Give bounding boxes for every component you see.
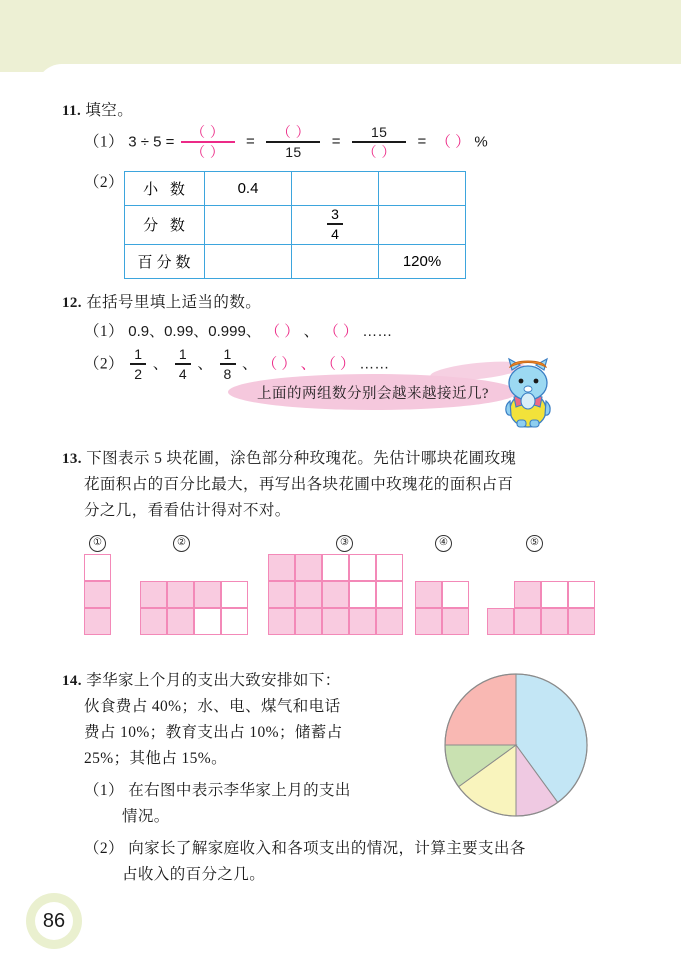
decimal-fraction-percent-table (124, 171, 466, 279)
table-fraction-bar (327, 223, 343, 225)
question-11-title: 填空。 (85, 102, 134, 119)
q12-fraction-eighth-denominator: 8 (223, 365, 232, 382)
table-fraction-three-quarters (327, 206, 343, 242)
grid-cell-shaded (322, 581, 349, 608)
grid-cell-shaded (322, 608, 349, 635)
flowerbed-grid-2 (140, 581, 248, 635)
question-14-line-2: 伙食费占 40%；水、电、煤气和电话 (84, 698, 341, 715)
figure-2-label (173, 534, 190, 552)
pie-slice-储蓄 (445, 674, 516, 745)
grid-cell-shaded (295, 554, 322, 581)
grid-cell-shaded (295, 581, 322, 608)
cell-percent-2[interactable] (292, 244, 379, 278)
grid-cell-shaded (541, 608, 568, 635)
q11-fraction-2-bar (266, 141, 320, 143)
grid-cell-shaded (140, 608, 167, 635)
grid-cell-shaded (376, 608, 403, 635)
figure-5-number: ⑤ (526, 535, 543, 552)
q12-part2-blank-2[interactable]: （ ） (320, 355, 356, 373)
cell-decimal-2[interactable] (292, 172, 379, 206)
grid-cell-blank (541, 581, 568, 608)
row-header-fraction: 分 数 (125, 206, 205, 245)
cell-percent-1[interactable] (205, 244, 292, 278)
grid-cell-blank (194, 608, 221, 635)
q11-fraction-2-denominator: 15 (285, 143, 302, 160)
q12-fraction-half (130, 346, 146, 382)
grid-cell-shaded (568, 608, 595, 635)
q11-fraction-1[interactable] (181, 124, 235, 160)
q12-fraction-half-bar (130, 363, 146, 365)
q12-part1-blank-1[interactable]: （ ） (265, 323, 300, 340)
question-13-text-1: 下图表示 5 块花圃，涂色部分种玫瑰花。先估计哪块花圃玫瑰 (86, 450, 517, 467)
cell-decimal-1[interactable]: 0.4 (205, 172, 292, 206)
pie-chart-svg (443, 672, 589, 818)
table-row (125, 244, 466, 278)
q11-fraction-3[interactable] (352, 124, 406, 160)
figure-4-label (435, 534, 452, 552)
grid-cell-shaded (268, 608, 295, 635)
grid-cell-shaded (415, 608, 442, 635)
grid-cell-blank (84, 554, 111, 581)
question-14-line-4: 25%；其他占 15%。 (84, 750, 227, 767)
question-12-part1 (84, 319, 392, 345)
grid-cell-blank (442, 581, 469, 608)
q11-fraction-1-bar (181, 141, 235, 143)
grid-cell-blank (349, 581, 376, 608)
q12-fraction-quarter-bar (175, 363, 191, 365)
row-header-percent: 百分数 (125, 244, 205, 278)
q11-percent-sign: % (474, 133, 488, 151)
grid-cell-shaded (194, 581, 221, 608)
grid-cell-shaded (487, 608, 514, 635)
figure-1-number: ① (89, 535, 106, 552)
expenditure-pie-chart (443, 672, 589, 818)
q12-sep-2: 、 (197, 355, 214, 373)
q12-part2-ellipsis: …… (359, 355, 390, 373)
q11-answer-blank[interactable]: （ ） (435, 133, 471, 151)
q14-part1-text-1: 在右图中表示李华家上月的支出 (128, 782, 351, 799)
question-11-number: 11. (62, 103, 82, 119)
q12-part1-ellipsis: …… (362, 323, 393, 340)
q12-sep-3: 、 (242, 355, 258, 373)
cell-fraction-2[interactable] (292, 206, 379, 245)
cell-fraction-1[interactable] (205, 206, 292, 245)
question-11-part1 (84, 125, 488, 161)
question-14-part1-line-1 (84, 778, 351, 804)
q12-fraction-quarter-denominator: 4 (178, 365, 188, 382)
q11-equals-1: = (245, 133, 256, 151)
figure-3-number: ③ (336, 535, 353, 552)
q11-fraction-1-numerator[interactable]: （ ） (191, 124, 225, 140)
q12-fraction-eighth (220, 346, 236, 382)
q14-part2-label: （2） (84, 840, 124, 857)
q11-fraction-3-denominator[interactable]: （ ） (362, 143, 396, 160)
q11-part2-label: （2） (84, 174, 124, 191)
q14-part2-text-1: 向家长了解家庭收入和各项支出的情况，计算主要支出各 (128, 840, 526, 857)
grid-cell-shaded (442, 608, 469, 635)
flowerbed-grid-1 (84, 554, 111, 635)
q12-fraction-half-numerator: 1 (134, 346, 143, 362)
q12-part1-blank-2[interactable]: （ ） (323, 323, 358, 340)
grid-cell-shaded (167, 581, 194, 608)
cell-decimal-3[interactable] (379, 172, 466, 206)
flowerbed-grid-4 (415, 581, 469, 635)
q12-part2-separator: 、 (300, 355, 317, 373)
q12-sep-1: 、 (152, 355, 169, 373)
grid-cell-shaded (140, 581, 167, 608)
grid-cell-shaded (268, 581, 295, 608)
grid-cell-blank (349, 554, 376, 581)
question-12-number: 12. (62, 295, 82, 311)
speech-bubble (228, 374, 518, 410)
q12-part1-label: （1） (84, 323, 124, 340)
table-row (125, 172, 466, 206)
row-header-decimal: 小 数 (125, 172, 205, 206)
q11-part1-label: （1） (84, 133, 124, 151)
q11-part1-expr: 3 ÷ 5 = (128, 133, 175, 151)
flowerbed-grid-3 (268, 554, 403, 635)
figure-5-label (526, 534, 543, 552)
mascot-cat-icon (497, 353, 559, 429)
grid-cell-blank (568, 581, 595, 608)
table-fraction-denominator: 4 (331, 225, 339, 242)
figure-1-label (89, 534, 106, 552)
question-13-number: 13. (62, 451, 82, 467)
q11-fraction-3-numerator: 15 (370, 124, 388, 140)
q11-fraction-2-numerator[interactable]: （ ） (276, 124, 310, 140)
q12-fraction-quarter-numerator: 1 (178, 346, 188, 362)
figure-4-number: ④ (435, 535, 452, 552)
q11-equals-2: = (331, 133, 341, 151)
q11-fraction-2[interactable] (266, 124, 320, 160)
question-14-part2-line-1 (84, 836, 526, 862)
figure-2-number: ② (173, 535, 190, 552)
cell-percent-3[interactable]: 120% (379, 244, 466, 278)
grid-cell-blank (322, 554, 349, 581)
question-12-heading (62, 290, 261, 316)
grid-cell-blank (221, 581, 248, 608)
grid-cell-absent (487, 581, 514, 608)
q12-fraction-eighth-numerator: 1 (223, 346, 232, 362)
grid-cell-blank (376, 581, 403, 608)
q12-fraction-half-denominator: 2 (134, 365, 143, 382)
q14-part1-label: （1） (84, 782, 124, 799)
grid-cell-shaded (514, 581, 541, 608)
flowerbed-grid-5 (487, 581, 595, 635)
question-13-line-1 (62, 446, 516, 472)
question-13-line-2: 花面积占的百分比最大，再写出各块花圃中玫瑰花的面积占百 (84, 476, 514, 493)
question-14-part1-line-2: 情况。 (122, 808, 170, 825)
question-12-title: 在括号里填上适当的数。 (86, 294, 262, 311)
q12-part2-blank-1[interactable]: （ ） (262, 355, 297, 373)
table-row (125, 206, 466, 245)
grid-cell-shaded (268, 554, 295, 581)
table-fraction-numerator: 3 (331, 206, 339, 222)
speech-bubble-text: 上面的两组数分别会越来越接近几? (257, 385, 489, 402)
question-14-number: 14. (62, 673, 82, 689)
grid-cell-shaded (84, 608, 111, 635)
grid-cell-shaded (514, 608, 541, 635)
q11-fraction-1-denominator[interactable]: （ ） (191, 143, 225, 160)
question-13-line-3: 分之几，看看估计得对不对。 (84, 502, 291, 519)
q12-fraction-quarter (175, 346, 191, 382)
q12-fraction-eighth-bar (220, 363, 236, 365)
question-11-heading (62, 98, 133, 124)
q11-part2-label-wrap (84, 170, 124, 196)
grid-cell-blank (221, 608, 248, 635)
question-14-line-3: 费占 10%；教育支出占 10%；储蓄占 (84, 724, 343, 741)
grid-cell-shaded (295, 608, 322, 635)
grid-cell-blank (376, 554, 403, 581)
grid-cell-shaded (415, 581, 442, 608)
q12-part2-label: （2） (84, 355, 124, 373)
question-14-text-1: 李华家上个月的支出大致安排如下： (86, 672, 341, 689)
figure-3-label (336, 534, 353, 552)
grid-cell-shaded (167, 608, 194, 635)
question-14-line-1 (62, 668, 341, 694)
grid-cell-shaded (349, 608, 376, 635)
page-number-label: 86 (42, 909, 66, 932)
q11-equals-3: = (417, 133, 427, 151)
question-14-part2-line-2: 占收入的百分之几。 (122, 866, 266, 883)
grid-cell-shaded (84, 581, 111, 608)
q12-part1-values: 0.9、0.99、0.999、 (128, 323, 261, 340)
q12-part1-separator: 、 (303, 323, 320, 340)
cell-fraction-3[interactable] (379, 206, 466, 245)
q11-fraction-3-bar (352, 141, 406, 143)
